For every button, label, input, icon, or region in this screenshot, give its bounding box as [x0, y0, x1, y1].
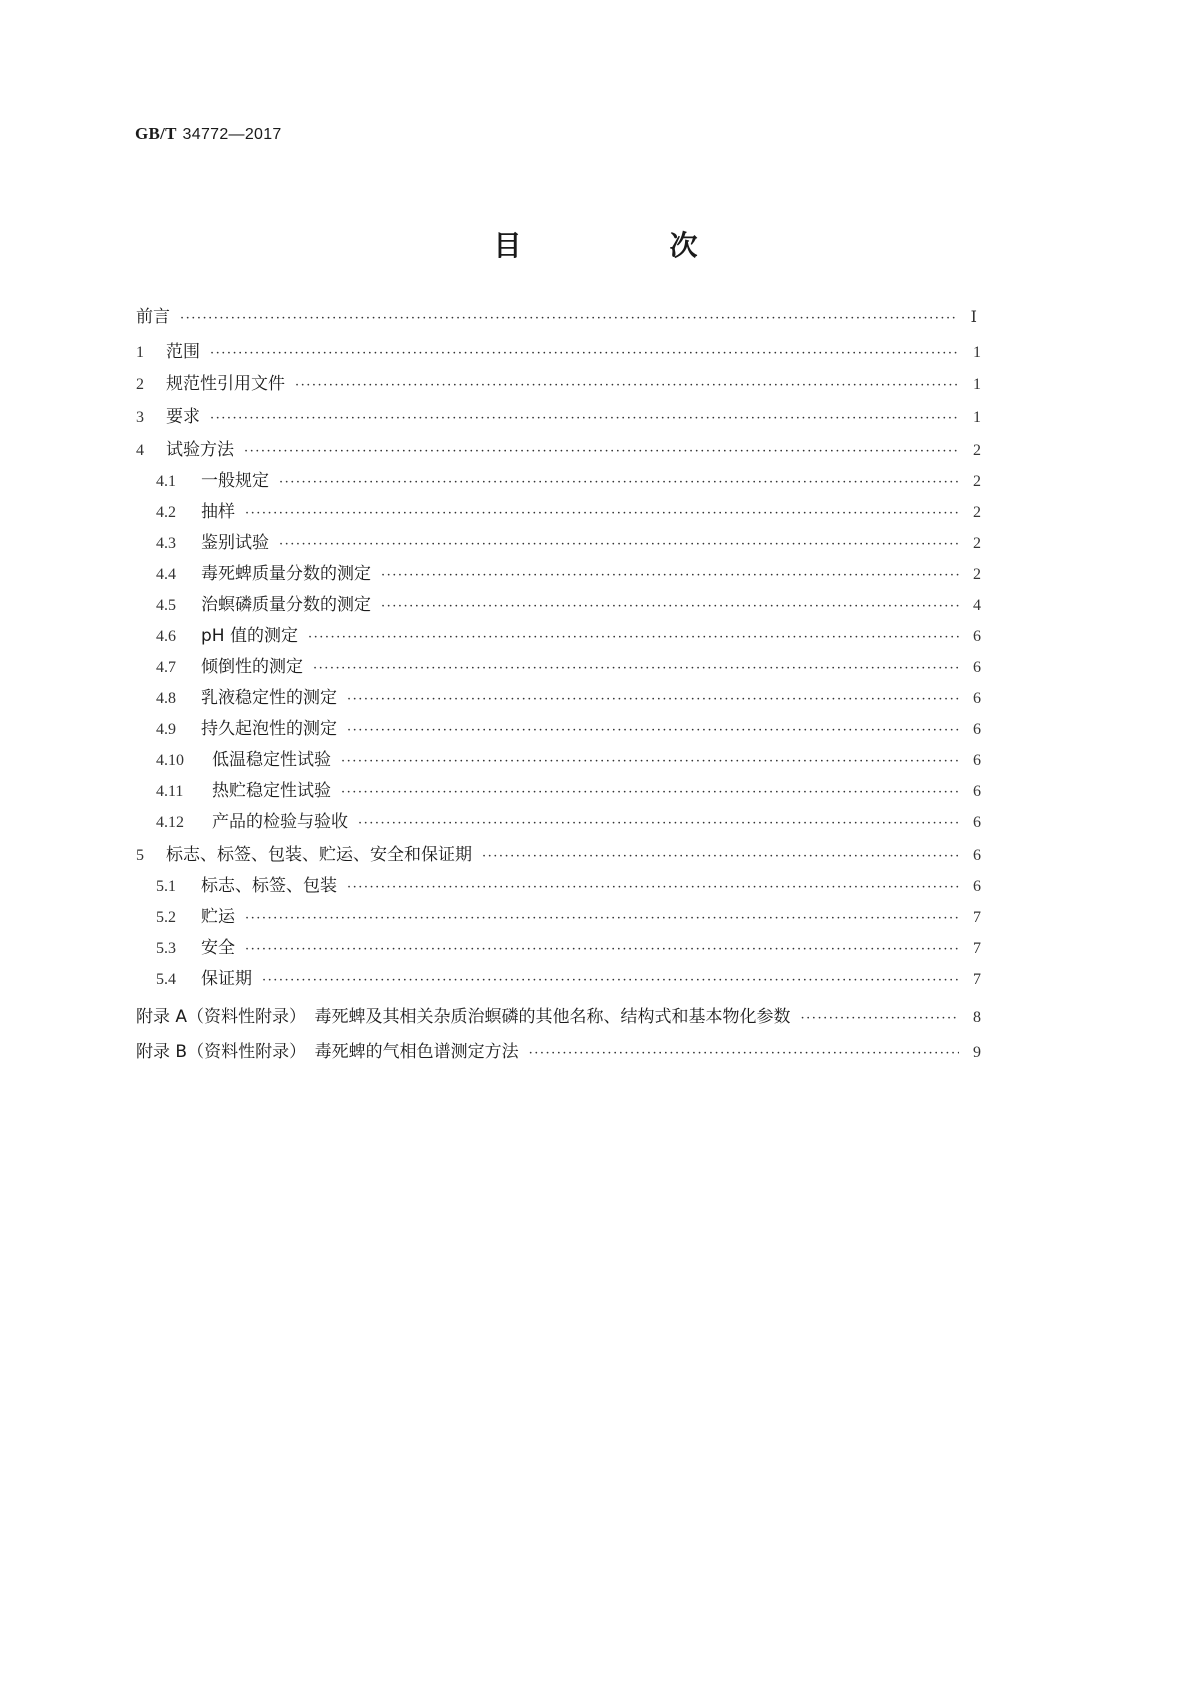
toc-leader: [381, 596, 959, 618]
toc-entry-number: 1: [136, 344, 144, 361]
toc-entry-page: 7: [973, 971, 981, 988]
toc-entry-number: 5: [136, 847, 144, 864]
toc-entry-page: 6: [973, 783, 981, 800]
toc-leader: [245, 503, 959, 525]
toc-entry-number: 3: [136, 409, 144, 426]
toc-entry-page: 4: [973, 597, 981, 614]
toc-entry-number: 5.3: [156, 940, 176, 957]
standard-code: [135, 124, 282, 144]
toc-leader: [210, 408, 959, 430]
toc-entry-number: 5.2: [156, 909, 176, 926]
toc-entry[interactable]: [156, 470, 981, 494]
toc-entry[interactable]: [156, 625, 981, 649]
toc-entry-label: 保证期: [201, 969, 252, 989]
toc-entry[interactable]: [156, 811, 981, 835]
toc-entry[interactable]: [156, 906, 981, 930]
standard-prefix: GB/T: [135, 124, 177, 143]
toc-entry[interactable]: [136, 844, 981, 868]
toc-entry-number: 4.1: [156, 473, 176, 490]
toc-entry[interactable]: [136, 1006, 981, 1030]
toc-leader: [347, 689, 959, 711]
toc-entry-label: 乳液稳定性的测定: [201, 688, 337, 708]
toc-entry-number: 4.4: [156, 566, 176, 583]
toc-leader: [262, 970, 959, 992]
toc-entry[interactable]: [156, 563, 981, 587]
toc-entry-number: 4.5: [156, 597, 176, 614]
toc-entry-label: 附录 B（资料性附录） 毒死蜱的气相色谱测定方法: [136, 1042, 519, 1062]
toc-entry-label: 试验方法: [166, 440, 234, 460]
toc-entry-label: 治螟磷质量分数的测定: [201, 595, 371, 615]
toc-entry[interactable]: [156, 937, 981, 961]
toc-entry-label: 鉴别试验: [201, 533, 269, 553]
toc-entry[interactable]: [136, 406, 981, 430]
toc-entry-page: 2: [973, 473, 981, 490]
toc-entry[interactable]: [156, 687, 981, 711]
toc-leader: [801, 1008, 959, 1030]
toc-entry-number: 4.3: [156, 535, 176, 552]
toc-entry[interactable]: [136, 1041, 981, 1065]
toc-entry[interactable]: [156, 875, 981, 899]
toc-leader: [347, 720, 959, 742]
toc-entry-number: 4.7: [156, 659, 176, 676]
toc-entry-page: 2: [973, 504, 981, 521]
toc-leader: [210, 343, 959, 365]
toc-entry-page: 6: [973, 659, 981, 676]
toc-entry-page: 1: [973, 409, 981, 426]
toc-entry[interactable]: [156, 594, 981, 618]
toc-entry-page: 6: [973, 721, 981, 738]
toc-entry-page: 7: [973, 940, 981, 957]
toc-entry[interactable]: [156, 532, 981, 556]
toc-leader: [347, 877, 959, 899]
toc-entry-label: 要求: [166, 407, 200, 427]
toc-entry-number: 5.4: [156, 971, 176, 988]
toc-entry-number: 2: [136, 376, 144, 393]
toc-entry-page: 6: [973, 752, 981, 769]
toc-entry-label: 毒死蜱质量分数的测定: [201, 564, 371, 584]
toc-entry[interactable]: [156, 780, 981, 804]
toc-entry-page: 2: [973, 442, 981, 459]
toc-entry-label: 安全: [201, 938, 235, 958]
toc-entry[interactable]: [156, 968, 981, 992]
toc-leader: [295, 375, 959, 397]
toc-entry-label: 前言: [136, 307, 170, 327]
toc-leader: [244, 441, 959, 463]
toc-entry-page: 7: [973, 909, 981, 926]
toc-entry-label: 附录 A（资料性附录） 毒死蜱及其相关杂质治螟磷的其他名称、结构式和基本物化参数: [136, 1007, 791, 1027]
toc-entry-page: Ⅰ: [970, 309, 977, 326]
toc-leader: [358, 813, 959, 835]
toc-entry-page: 9: [973, 1044, 981, 1061]
toc-entry-label: 持久起泡性的测定: [201, 719, 337, 739]
toc-entry-number: 4.6: [156, 628, 176, 645]
toc-entry-number: 4.9: [156, 721, 176, 738]
toc-entry-label: 一般规定: [201, 471, 269, 491]
toc-entry-page: 6: [973, 628, 981, 645]
toc-entry[interactable]: [136, 306, 977, 330]
toc-leader: [529, 1043, 959, 1065]
toc-entry[interactable]: [136, 439, 981, 463]
toc-entry-label: 贮运: [201, 907, 235, 927]
toc-leader: [381, 565, 959, 587]
toc-leader: [245, 908, 959, 930]
toc-entry-page: 6: [973, 690, 981, 707]
toc-entry-label: 热贮稳定性试验: [212, 781, 331, 801]
toc-leader: [341, 782, 959, 804]
toc-entry[interactable]: [156, 718, 981, 742]
toc-entry-label: 倾倒性的测定: [201, 657, 303, 677]
toc-entry-number: 4.8: [156, 690, 176, 707]
toc-entry[interactable]: [136, 373, 981, 397]
toc-leader: [308, 627, 959, 649]
toc-entry-label: 低温稳定性试验: [212, 750, 331, 770]
toc-entry-label: pH 值的测定: [201, 626, 298, 646]
toc-entry-label: 抽样: [201, 502, 235, 522]
toc-entry-page: 6: [973, 878, 981, 895]
toc-entry-page: 1: [973, 344, 981, 361]
standard-number: 34772—2017: [182, 126, 282, 143]
toc-entry-number: 4.11: [156, 783, 184, 800]
toc-entry[interactable]: [136, 341, 981, 365]
toc-entry-label: 标志、标签、包装: [201, 876, 337, 896]
toc-entry-number: 5.1: [156, 878, 176, 895]
toc-entry-label: 标志、标签、包装、贮运、安全和保证期: [166, 845, 472, 865]
toc-leader: [341, 751, 959, 773]
toc-entry-label: 产品的检验与验收: [212, 812, 348, 832]
toc-entry-number: 4.10: [156, 752, 184, 769]
toc-leader: [279, 472, 959, 494]
toc-entry-number: 4.12: [156, 814, 184, 831]
toc-leader: [279, 534, 959, 556]
toc-entry-number: 4: [136, 442, 144, 459]
toc-leader: [313, 658, 959, 680]
toc-entry-page: 2: [973, 535, 981, 552]
toc-entry-page: 6: [973, 847, 981, 864]
toc-entry-page: 1: [973, 376, 981, 393]
toc-title: 目 次: [493, 229, 758, 262]
toc-entry-page: 6: [973, 814, 981, 831]
toc-leader: [180, 308, 955, 330]
toc-entry-number: 4.2: [156, 504, 176, 521]
toc-leader: [482, 846, 959, 868]
toc-entry-label: 规范性引用文件: [166, 374, 285, 394]
toc-entry-page: 8: [973, 1009, 981, 1026]
toc-entry-label: 范围: [166, 342, 200, 362]
toc-entry[interactable]: [156, 749, 981, 773]
toc-entry[interactable]: [156, 501, 981, 525]
toc-leader: [245, 939, 959, 961]
toc-entry-page: 2: [973, 566, 981, 583]
toc-entry[interactable]: [156, 656, 981, 680]
